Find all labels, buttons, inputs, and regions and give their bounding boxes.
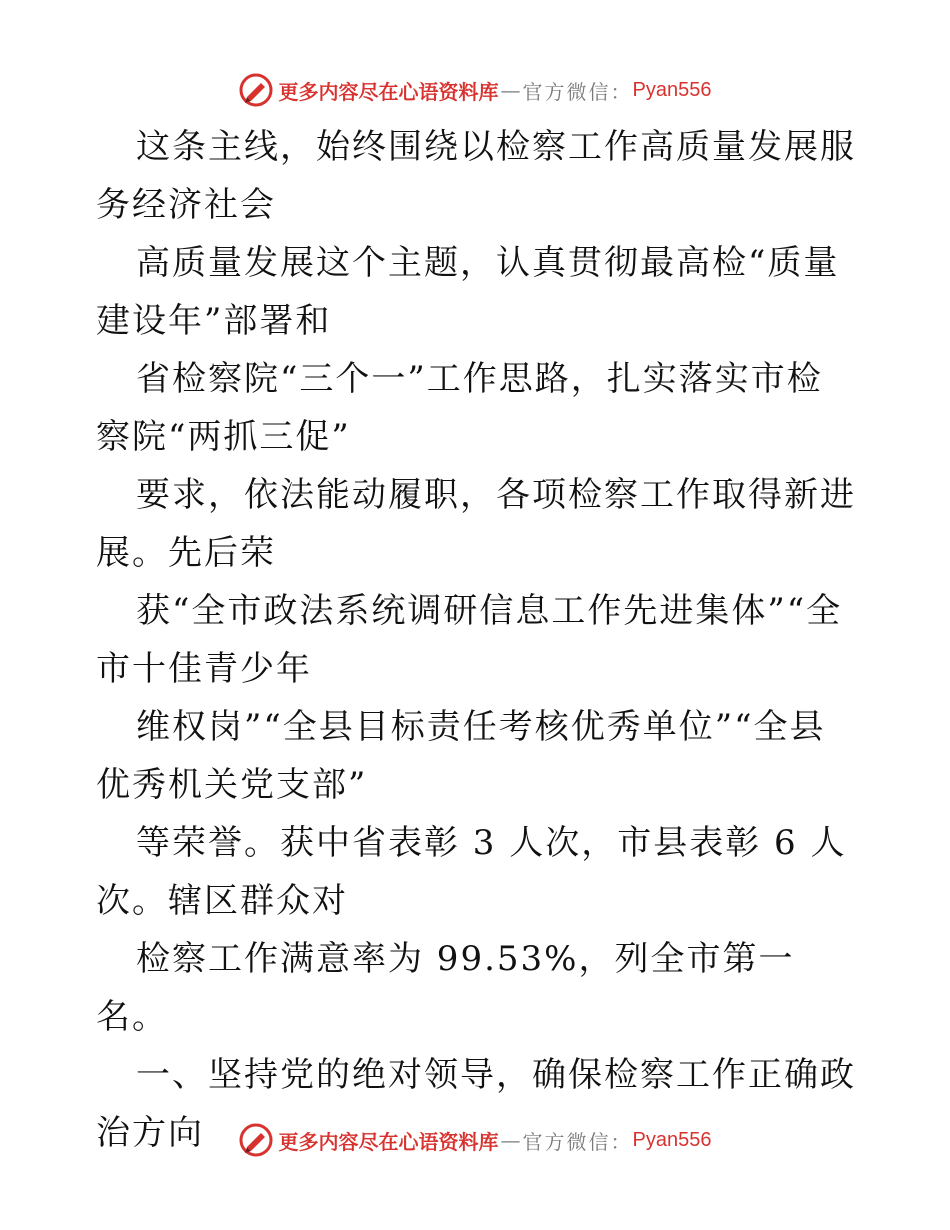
header-wechat-account: Pyan556: [632, 78, 712, 101]
section-heading: 一、坚持党的绝对领导，确保检察工作正确政治方向: [96, 1055, 856, 1153]
footer-banner: [0, 1120, 950, 1160]
footer-wechat-label: 官方微信：: [522, 1129, 633, 1154]
paragraph: 获“全市政法系统调研信息工作先进集体”“全市十佳青少年: [96, 591, 843, 689]
pen-circle-logo-icon: [239, 1123, 273, 1157]
footer-library-label: 更多内容尽在心语资料库: [278, 1129, 499, 1154]
footer-dash: —: [500, 1128, 521, 1152]
paragraph: 这条主线，始终围绕以检察工作高质量发展服务经济社会: [96, 127, 856, 225]
header-dash: —: [500, 78, 521, 102]
header-banner: [0, 70, 950, 110]
paragraph: 要求，依法能动履职，各项检察工作取得新进展。先后荣: [96, 475, 856, 573]
paragraph: 省检察院“三个一”工作思路，扎实落实市检察院“两抓三促”: [96, 359, 823, 457]
document-body: [96, 118, 856, 1162]
paragraph: 检察工作满意率为 99.53%，列全市第一名。: [96, 939, 795, 1037]
footer-wechat-account: Pyan556: [632, 1128, 712, 1151]
header-wechat-label: 官方微信：: [522, 79, 633, 104]
paragraph: 高质量发展这个主题，认真贯彻最高检“质量建设年”部署和: [96, 243, 840, 341]
pen-circle-logo-icon: [239, 73, 273, 107]
header-library-label: 更多内容尽在心语资料库: [278, 79, 499, 104]
paragraph: 等荣誉。获中省表彰 3 人次，市县表彰 6 人次。辖区群众对: [96, 823, 847, 921]
paragraph: 维权岗”“全县目标责任考核优秀单位”“全县优秀机关党支部”: [96, 707, 826, 805]
